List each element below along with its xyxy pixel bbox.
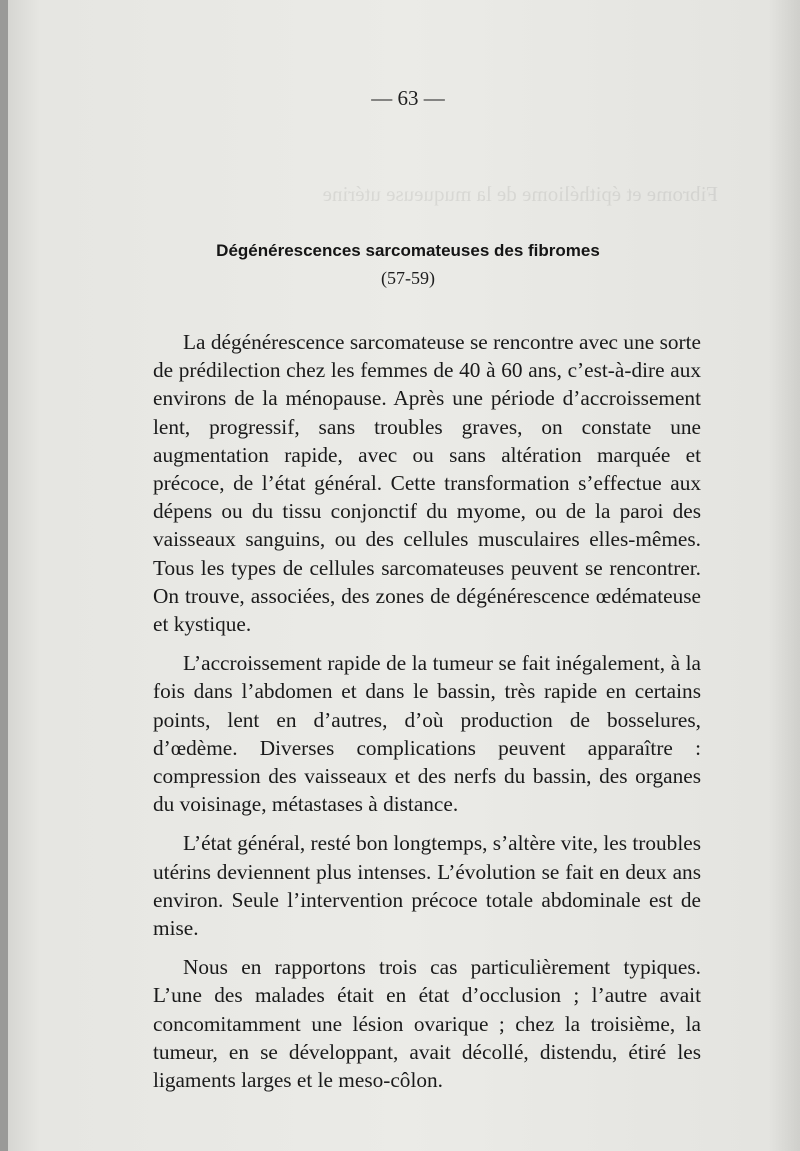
paragraph: La dégénérescence sarcomateuse se rencontre avec une sorte de prédilection chez les femmes de 40 à 60 ans, c’est-à-dire aux environs de la ménopause. Après une période d’accroissement lent, progressif, sans troubles graves, on constate une augmentation rapide, avec ou sans altération marquée et précoce, de l’état général. Cette transformation s’effectue aux dépens ou du tissu conjonctif du myome, ou de la paroi des vaisseaux sanguins, ou des cellules musculaires elles-mêmes. Tous les types de cellules sarcomateuses peuvent se rencontrer. On trouve, associées, des zones de dégénérescence œdémateuse et kystique. xyxy=(153,330,701,637)
section-title: Dégénérescences sarcomateuses des fibromes xyxy=(216,241,600,260)
paragraph: Nous en rapportons trois cas particulièrement typiques. L’une des malades était en état d’occlusion ; l’autre avait concomitamment une lésion ovarique ; chez la troisième, la tumeur, en se développant, avait décollé, distendu, étiré les ligaments larges et le meso-côlon. xyxy=(153,955,701,1093)
page-number: — 63 — xyxy=(371,86,445,110)
bleed-through-text: Fibrome et épithéliome de la muqueuse utérine xyxy=(322,182,718,206)
paragraph: L’état général, resté bon longtemps, s’altère vite, les troubles utérins deviennent plus intenses. L’évolution se fait en deux ans environ. Seule l’intervention précoce totale abdominale est de mise. xyxy=(153,831,701,941)
section-refs: (57-59) xyxy=(381,268,435,288)
paragraph: L’accroissement rapide de la tumeur se fait inégalement, à la fois dans l’abdomen et dans le bassin, très rapide en certains points, lent en d’autres, d’où production de bosselures, d’œdème. Diverses complications peuvent apparaître : compression des vaisseaux et des nerfs du bassin, des organes du voisinage, métastases à distance. xyxy=(153,651,701,817)
book-page xyxy=(8,0,800,1151)
body-text xyxy=(153,328,701,1105)
